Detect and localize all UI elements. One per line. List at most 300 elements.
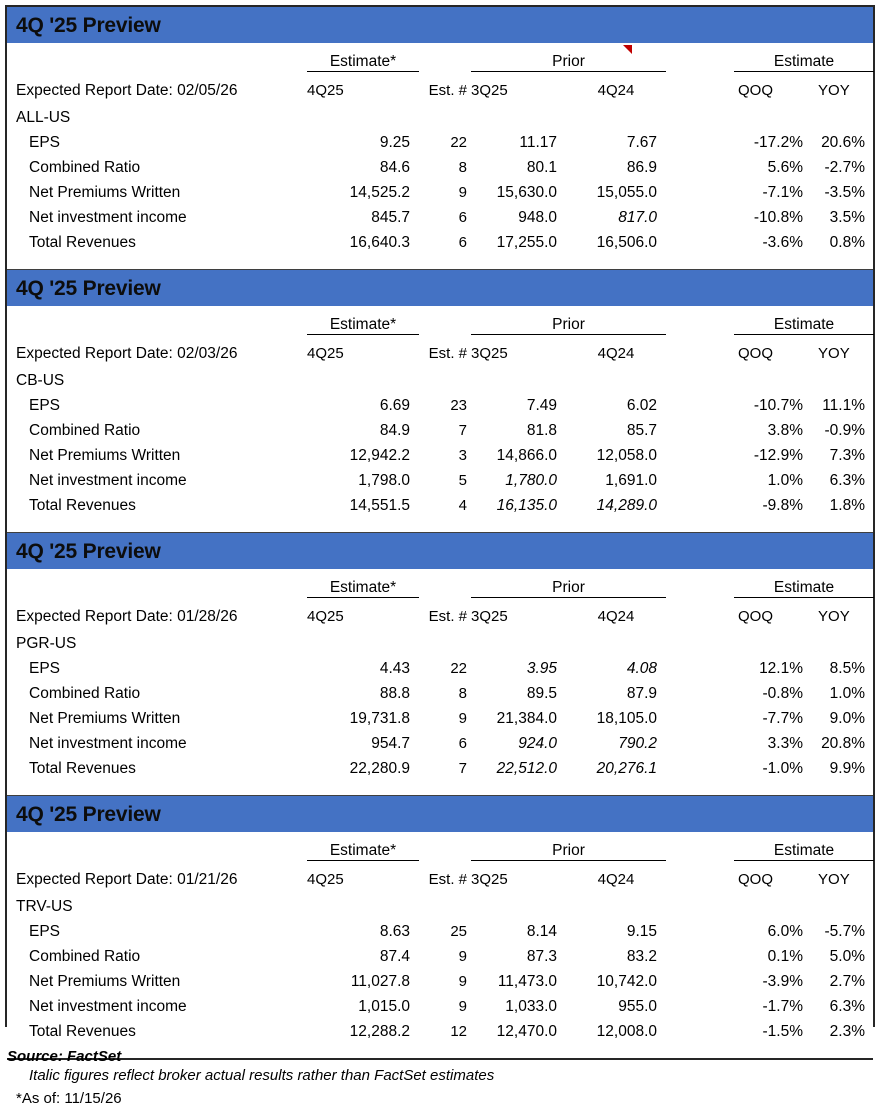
spacer-cell — [666, 569, 734, 598]
prior-q3-value: 1,780.0 — [505, 471, 557, 489]
sub-header-qoq: QOQ — [738, 345, 774, 362]
ticker-row — [7, 101, 874, 127]
sub-header-yoy: YOY — [818, 345, 850, 362]
metric-label: Net Premiums Written — [29, 972, 181, 990]
prior-q4-value: 86.9 — [626, 158, 658, 176]
metrics-table — [7, 43, 874, 269]
group-header-prior: Prior — [471, 43, 666, 72]
spacer-cell — [666, 465, 734, 490]
block-title-band — [7, 270, 873, 306]
metric-label: Net Premiums Written — [29, 183, 181, 201]
qoq-change: -10.7% — [753, 396, 804, 414]
yoy-change: 20.6% — [821, 133, 866, 151]
prior-q4-value: 15,055.0 — [596, 183, 658, 201]
table-row — [7, 390, 874, 415]
qoq-change: -0.8% — [762, 684, 804, 702]
metric-label: Total Revenues — [29, 233, 136, 251]
prior-q3-value: 16,135.0 — [496, 496, 557, 514]
estimate-count: 7 — [458, 422, 467, 439]
spacer-cell — [812, 890, 874, 916]
metric-label: Combined Ratio — [29, 158, 141, 176]
prior-q3-value: 80.1 — [526, 158, 557, 176]
spacer-cell — [566, 364, 666, 390]
sub-header-prior-q4: 4Q24 — [597, 871, 635, 888]
qoq-change: -7.1% — [762, 183, 804, 201]
qoq-change: 1.0% — [767, 471, 804, 489]
estimate-count: 9 — [458, 710, 467, 727]
spacer-cell — [666, 364, 734, 390]
spacer-cell — [666, 890, 734, 916]
group-header-estimate-left: Estimate* — [307, 569, 419, 598]
table-row — [7, 415, 874, 440]
spacer-cell — [666, 653, 734, 678]
qoq-change: 3.3% — [767, 734, 804, 752]
estimate-count: 9 — [458, 973, 467, 990]
sub-header-qoq: QOQ — [738, 82, 774, 99]
preview-block — [7, 796, 873, 1058]
group-header-estimate-left: Estimate* — [307, 832, 419, 861]
sub-header-estimate-count: Est. # — [428, 608, 467, 625]
spacer-cell — [307, 364, 419, 390]
group-header-estimate-right: Estimate — [734, 306, 874, 335]
spacer-cell — [7, 569, 307, 598]
estimate-count: 4 — [458, 497, 467, 514]
preview-blocks-list — [7, 7, 873, 1058]
spacer-cell — [666, 101, 734, 127]
table-row — [7, 1016, 874, 1041]
qoq-change: 0.1% — [767, 947, 804, 965]
group-header-prior: Prior — [471, 569, 666, 598]
column-sub-header-row — [7, 861, 874, 891]
sub-header-prior-q3: 3Q25 — [471, 82, 508, 99]
qoq-change: -3.6% — [762, 233, 804, 251]
block-bottom-padding — [7, 778, 874, 795]
preview-block — [7, 533, 873, 796]
qoq-change: -17.2% — [753, 133, 804, 151]
block-title: 4Q '25 Preview — [16, 276, 161, 300]
yoy-change: 0.8% — [829, 233, 866, 251]
column-group-header-row — [7, 43, 874, 72]
yoy-change: -5.7% — [824, 922, 866, 940]
spacer-cell — [7, 306, 307, 335]
sub-header-prior-q4: 4Q24 — [597, 82, 635, 99]
spacer-cell — [734, 890, 812, 916]
metric-label: EPS — [29, 396, 61, 414]
group-header-prior: Prior — [471, 306, 666, 335]
sub-header-estimate-count: Est. # — [428, 82, 467, 99]
estimate-value: 84.9 — [379, 421, 410, 439]
prior-q3-value: 17,255.0 — [496, 233, 557, 251]
metric-label: Total Revenues — [29, 1022, 136, 1040]
qoq-change: -1.7% — [762, 997, 804, 1015]
spacer-cell — [307, 101, 419, 127]
comment-marker-icon — [623, 45, 632, 54]
block-bottom-padding — [7, 1041, 874, 1058]
group-header-estimate-right: Estimate — [734, 832, 874, 861]
ticker-row — [7, 890, 874, 916]
estimate-value: 11,027.8 — [350, 972, 410, 990]
yoy-change: -0.9% — [824, 421, 866, 439]
spacer-cell — [471, 364, 566, 390]
yoy-change: -3.5% — [824, 183, 866, 201]
metrics-table — [7, 569, 874, 795]
spacer-cell — [666, 832, 734, 861]
expected-report-date: Expected Report Date: 02/05/26 — [16, 81, 238, 99]
expected-report-date: Expected Report Date: 02/03/26 — [16, 344, 238, 362]
prior-q4-value: 18,105.0 — [596, 709, 658, 727]
qoq-change: -1.0% — [762, 759, 804, 777]
spacer-cell — [666, 72, 734, 102]
sub-header-prior-q4: 4Q24 — [597, 608, 635, 625]
metric-label: EPS — [29, 133, 61, 151]
block-title-band — [7, 7, 873, 43]
prior-q3-value: 15,630.0 — [496, 183, 557, 201]
spacer-cell — [307, 627, 419, 653]
prior-q4-value: 790.2 — [618, 734, 658, 752]
estimate-count: 6 — [458, 735, 467, 752]
estimate-value: 22,280.9 — [349, 759, 410, 777]
spacer-cell — [666, 1016, 734, 1041]
spacer-cell — [471, 627, 566, 653]
yoy-change: -2.7% — [824, 158, 866, 176]
metric-label: Net Premiums Written — [29, 446, 181, 464]
spacer-cell — [471, 101, 566, 127]
block-title-band — [7, 533, 873, 569]
spacer-cell — [666, 941, 734, 966]
spacer-cell — [419, 364, 471, 390]
block-title: 4Q '25 Preview — [16, 13, 161, 37]
table-row — [7, 152, 874, 177]
estimate-value: 845.7 — [371, 208, 410, 226]
yoy-change: 2.3% — [829, 1022, 866, 1040]
column-sub-header-row — [7, 72, 874, 102]
estimate-count: 6 — [458, 209, 467, 226]
prior-q3-value: 12,470.0 — [496, 1022, 557, 1040]
estimate-value: 1,798.0 — [358, 471, 410, 489]
spacer-cell — [812, 364, 874, 390]
sub-header-estimate-period: 4Q25 — [307, 345, 344, 362]
table-row — [7, 202, 874, 227]
sub-header-estimate-count: Est. # — [428, 871, 467, 888]
spacer-cell — [666, 227, 734, 252]
metric-label: Net Premiums Written — [29, 709, 181, 727]
estimate-value: 14,551.5 — [349, 496, 410, 514]
estimate-count: 3 — [458, 447, 467, 464]
prior-q4-value: 955.0 — [618, 997, 658, 1015]
metric-label: Net investment income — [29, 734, 187, 752]
spacer-cell — [666, 598, 734, 628]
spacer-cell — [812, 627, 874, 653]
sub-header-prior-q4: 4Q24 — [597, 345, 635, 362]
prior-q3-value: 87.3 — [526, 947, 557, 965]
yoy-change: 20.8% — [821, 734, 866, 752]
spacer-cell — [666, 966, 734, 991]
estimate-count: 6 — [458, 234, 467, 251]
metric-label: Total Revenues — [29, 759, 136, 777]
table-row — [7, 177, 874, 202]
estimate-count: 8 — [458, 685, 467, 702]
metrics-table — [7, 832, 874, 1058]
group-header-estimate-right: Estimate — [734, 43, 874, 72]
spacer-cell — [666, 43, 734, 72]
sub-header-prior-q3: 3Q25 — [471, 345, 508, 362]
block-title: 4Q '25 Preview — [16, 539, 161, 563]
sub-header-prior-q3: 3Q25 — [471, 608, 508, 625]
prior-q4-value: 83.2 — [626, 947, 658, 965]
prior-q4-value: 7.67 — [626, 133, 658, 151]
block-bottom-padding — [7, 515, 874, 532]
sub-header-prior-q3: 3Q25 — [471, 871, 508, 888]
ticker-symbol: PGR-US — [16, 634, 77, 652]
spacer-cell — [7, 43, 307, 72]
spacer-cell — [666, 335, 734, 365]
table-row — [7, 916, 874, 941]
source-label: Source: FactSet — [7, 1048, 122, 1065]
prior-q4-value: 16,506.0 — [596, 233, 658, 251]
metric-label: Net investment income — [29, 471, 187, 489]
spacer-cell — [419, 306, 471, 335]
qoq-change: -9.8% — [762, 496, 804, 514]
yoy-change: 2.7% — [829, 972, 866, 990]
spacer-cell — [7, 832, 307, 861]
table-row — [7, 753, 874, 778]
table-row — [7, 991, 874, 1016]
prior-q4-value: 817.0 — [618, 208, 658, 226]
yoy-change: 9.0% — [829, 709, 866, 727]
column-sub-header-row — [7, 598, 874, 628]
sub-header-yoy: YOY — [818, 608, 850, 625]
footnote-italic-note: Italic figures reflect broker actual results rather than FactSet estimates — [29, 1067, 495, 1084]
estimate-count: 9 — [458, 948, 467, 965]
sub-header-yoy: YOY — [818, 82, 850, 99]
qoq-change: 5.6% — [767, 158, 804, 176]
yoy-change: 1.8% — [829, 496, 866, 514]
spacer-cell — [307, 890, 419, 916]
prior-q4-value: 87.9 — [626, 684, 658, 702]
ticker-symbol: TRV-US — [16, 897, 73, 915]
sub-header-estimate-period: 4Q25 — [307, 82, 344, 99]
prior-q3-value: 3.95 — [526, 659, 557, 677]
footnote-as-of: *As of: 11/15/26 — [16, 1089, 122, 1107]
metric-label: Combined Ratio — [29, 684, 141, 702]
block-bottom-padding — [7, 252, 874, 269]
estimate-value: 12,942.2 — [349, 446, 410, 464]
estimate-count: 9 — [458, 998, 467, 1015]
sub-header-estimate-period: 4Q25 — [307, 871, 344, 888]
group-header-estimate-left: Estimate* — [307, 43, 419, 72]
metric-label: Combined Ratio — [29, 421, 141, 439]
spacer-cell — [666, 152, 734, 177]
expected-report-date: Expected Report Date: 01/21/26 — [16, 870, 238, 888]
prior-q3-value: 11.17 — [519, 133, 557, 151]
table-row — [7, 728, 874, 753]
metric-label: EPS — [29, 659, 61, 677]
prior-q3-value: 7.49 — [526, 396, 557, 414]
prior-q4-value: 10,742.0 — [596, 972, 658, 990]
spacer-cell — [419, 43, 471, 72]
yoy-change: 3.5% — [829, 208, 866, 226]
qoq-change: -1.5% — [762, 1022, 804, 1040]
prior-q4-value: 20,276.1 — [596, 759, 658, 777]
spacer-cell — [566, 627, 666, 653]
preview-block — [7, 270, 873, 533]
estimate-value: 84.6 — [379, 158, 410, 176]
prior-q4-value: 14,289.0 — [596, 496, 658, 514]
estimate-value: 8.63 — [379, 922, 410, 940]
ticker-row — [7, 364, 874, 390]
ticker-symbol: CB-US — [16, 371, 65, 389]
spacer-cell — [666, 127, 734, 152]
sub-header-qoq: QOQ — [738, 871, 774, 888]
footnote-box — [7, 1058, 873, 1116]
block-title-band — [7, 796, 873, 832]
spacer-cell — [566, 890, 666, 916]
metric-label: Net investment income — [29, 997, 187, 1015]
qoq-change: 12.1% — [759, 659, 804, 677]
prior-q3-value: 8.14 — [526, 922, 557, 940]
qoq-change: -7.7% — [762, 709, 804, 727]
spacer-cell — [734, 101, 812, 127]
prior-q3-value: 21,384.0 — [496, 709, 557, 727]
table-row — [7, 703, 874, 728]
table-row — [7, 440, 874, 465]
metric-label: Combined Ratio — [29, 947, 141, 965]
table-row — [7, 941, 874, 966]
estimate-count: 22 — [450, 660, 467, 677]
metric-label: Net investment income — [29, 208, 187, 226]
spacer-cell — [419, 832, 471, 861]
spacer-cell — [666, 991, 734, 1016]
spacer-cell — [812, 101, 874, 127]
prior-q4-value: 12,008.0 — [596, 1022, 658, 1040]
prior-q3-value: 11,473.0 — [497, 972, 557, 990]
sub-header-estimate-count: Est. # — [428, 345, 467, 362]
spacer-cell — [734, 627, 812, 653]
estimate-value: 4.43 — [379, 659, 410, 677]
qoq-change: 6.0% — [767, 922, 804, 940]
expected-report-date: Expected Report Date: 01/28/26 — [16, 607, 238, 625]
yoy-change: 6.3% — [829, 471, 866, 489]
spacer-cell — [666, 440, 734, 465]
spacer-cell — [419, 890, 471, 916]
column-sub-header-row — [7, 335, 874, 365]
spacer-cell — [666, 390, 734, 415]
estimate-count: 7 — [458, 760, 467, 777]
prior-q3-value: 948.0 — [518, 208, 557, 226]
sub-header-estimate-period: 4Q25 — [307, 608, 344, 625]
spacer-cell — [666, 728, 734, 753]
prior-q4-value: 85.7 — [626, 421, 658, 439]
spacer-cell — [666, 202, 734, 227]
estimate-value: 9.25 — [379, 133, 410, 151]
yoy-change: 11.1% — [822, 396, 866, 414]
sub-header-qoq: QOQ — [738, 608, 774, 625]
qoq-change: -10.8% — [753, 208, 804, 226]
spacer-cell — [666, 861, 734, 891]
ticker-symbol: ALL-US — [16, 108, 71, 126]
prior-q3-value: 89.5 — [526, 684, 557, 702]
metric-label: Total Revenues — [29, 496, 136, 514]
table-row — [7, 966, 874, 991]
ticker-row — [7, 627, 874, 653]
estimate-value: 6.69 — [379, 396, 410, 414]
prior-q3-value: 14,866.0 — [496, 446, 557, 464]
estimate-value: 954.7 — [371, 734, 410, 752]
yoy-change: 9.9% — [829, 759, 866, 777]
column-group-header-row — [7, 306, 874, 335]
estimate-count: 22 — [450, 134, 467, 151]
prior-q3-value: 1,033.0 — [505, 997, 557, 1015]
yoy-change: 6.3% — [829, 997, 866, 1015]
column-group-header-row — [7, 832, 874, 861]
group-header-prior: Prior — [471, 832, 666, 861]
prior-q3-value: 924.0 — [518, 734, 557, 752]
sub-header-yoy: YOY — [818, 871, 850, 888]
estimate-value: 1,015.0 — [358, 997, 410, 1015]
table-row — [7, 227, 874, 252]
spacer-cell — [666, 306, 734, 335]
prior-q4-value: 12,058.0 — [596, 446, 658, 464]
yoy-change: 1.0% — [829, 684, 866, 702]
spacer-cell — [666, 415, 734, 440]
spacer-cell — [666, 678, 734, 703]
estimate-count: 8 — [458, 159, 467, 176]
spacer-cell — [666, 703, 734, 728]
spacer-cell — [666, 627, 734, 653]
prior-q4-value: 1,691.0 — [605, 471, 658, 489]
column-group-header-row — [7, 569, 874, 598]
preview-block — [7, 7, 873, 270]
estimate-count: 9 — [458, 184, 467, 201]
qoq-change: -12.9% — [753, 446, 804, 464]
qoq-change: 3.8% — [767, 421, 804, 439]
table-row — [7, 127, 874, 152]
prior-q3-value: 81.8 — [526, 421, 557, 439]
table-row — [7, 490, 874, 515]
estimate-value: 12,288.2 — [349, 1022, 410, 1040]
spacer-cell — [666, 490, 734, 515]
spacer-cell — [419, 627, 471, 653]
spacer-cell — [666, 916, 734, 941]
spacer-cell — [471, 890, 566, 916]
spacer-cell — [419, 569, 471, 598]
spacer-cell — [566, 101, 666, 127]
estimate-value: 14,525.2 — [349, 183, 410, 201]
estimate-count: 5 — [458, 472, 467, 489]
metrics-table — [7, 306, 874, 532]
yoy-change: 5.0% — [829, 947, 866, 965]
group-header-estimate-left: Estimate* — [307, 306, 419, 335]
estimate-value: 16,640.3 — [349, 233, 410, 251]
table-row — [7, 653, 874, 678]
estimate-count: 25 — [450, 923, 467, 940]
qoq-change: -3.9% — [762, 972, 804, 990]
group-header-estimate-right: Estimate — [734, 569, 874, 598]
prior-q3-value: 22,512.0 — [496, 759, 557, 777]
estimate-count: 12 — [450, 1023, 467, 1040]
yoy-change: 8.5% — [829, 659, 866, 677]
prior-q4-value: 9.15 — [626, 922, 658, 940]
spacer-cell — [734, 364, 812, 390]
estimate-value: 88.8 — [379, 684, 410, 702]
prior-q4-value: 4.08 — [626, 659, 658, 677]
estimate-value: 87.4 — [379, 947, 410, 965]
spacer-cell — [666, 753, 734, 778]
estimate-count: 23 — [450, 397, 467, 414]
metric-label: EPS — [29, 922, 61, 940]
estimate-value: 19,731.8 — [349, 709, 410, 727]
table-row — [7, 465, 874, 490]
